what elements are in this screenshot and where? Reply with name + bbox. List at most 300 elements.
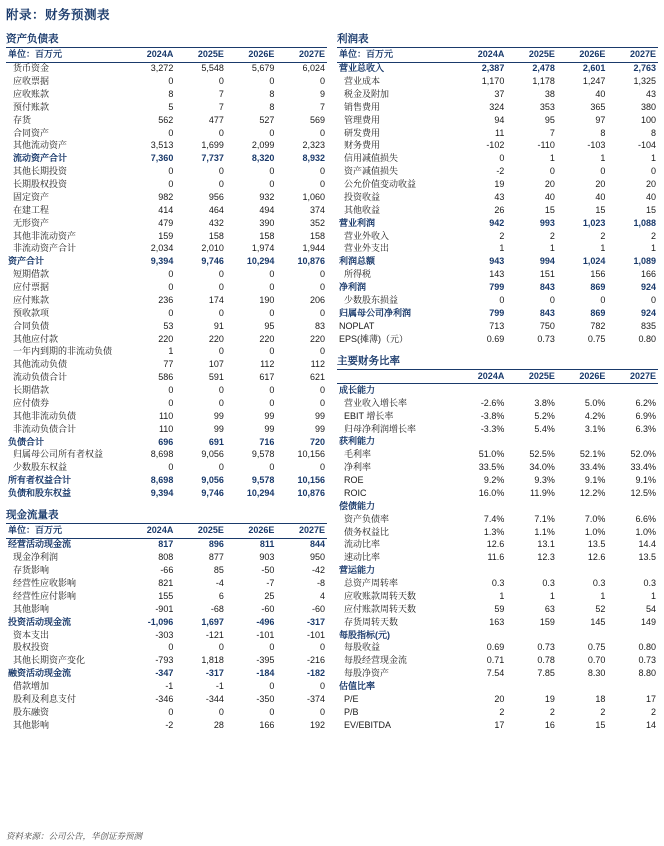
row-label: 其他长期投资	[13, 166, 68, 177]
row-label: 应付票据	[13, 282, 50, 293]
table-row	[6, 410, 327, 423]
table-row	[6, 577, 327, 590]
row-label: 归母净利润增长率	[344, 423, 417, 434]
row-value: 16	[544, 719, 555, 730]
row-value: 3.8%	[534, 397, 555, 408]
row-label: 合同资产	[13, 127, 50, 138]
row-value: 95	[544, 114, 555, 125]
table-row	[337, 500, 658, 513]
row-value: 821	[158, 578, 174, 589]
table-row	[6, 166, 327, 179]
row-value: 617	[259, 372, 275, 383]
row-value	[506, 680, 557, 693]
table-row	[6, 127, 327, 140]
row-value: 0	[319, 642, 325, 653]
row-value: 14	[645, 719, 656, 730]
row-value: -1	[215, 681, 224, 692]
row-label: 每股指标(元)	[339, 629, 390, 640]
row-value: 17	[494, 719, 505, 730]
row-value: 0	[218, 397, 224, 408]
row-value: 0	[650, 166, 656, 177]
row-value: 799	[489, 307, 505, 318]
row-value: 9,394	[150, 256, 174, 267]
row-value: 713	[489, 320, 505, 331]
row-value: 0.73	[537, 642, 555, 653]
row-value: 0.3	[592, 578, 606, 589]
table-row	[337, 62, 658, 75]
table-row	[337, 680, 658, 693]
row-value: 6.6%	[635, 513, 656, 524]
table-row	[337, 462, 658, 475]
table-row	[6, 384, 327, 397]
year-header: 2027E	[276, 48, 327, 62]
table-row	[337, 140, 658, 153]
row-value: -121	[205, 629, 224, 640]
row-value: 380	[640, 101, 656, 112]
row-value: 7.85	[537, 668, 555, 679]
row-value: 94	[494, 114, 505, 125]
row-value: 0	[218, 462, 224, 473]
row-value: 494	[259, 204, 275, 215]
row-value: -303	[155, 629, 174, 640]
row-value: -50	[261, 565, 275, 576]
table-row	[337, 281, 658, 294]
page-title: 附录：财务预测表	[6, 8, 111, 22]
year-header: 2024A	[456, 48, 507, 62]
row-value: 811	[259, 539, 275, 550]
row-value: 843	[539, 307, 555, 318]
row-value: 3,513	[150, 140, 174, 151]
table-row	[6, 269, 327, 282]
row-value: 0	[319, 269, 325, 280]
row-value: 192	[309, 719, 325, 730]
row-value: 0	[269, 282, 275, 293]
row-value: -104	[637, 140, 656, 151]
row-value: 0	[269, 642, 275, 653]
cash-flow-table	[6, 524, 327, 732]
table-row	[337, 333, 658, 346]
table-row	[337, 127, 658, 140]
row-value	[557, 680, 608, 693]
row-value: 8	[269, 101, 275, 112]
row-value	[607, 680, 658, 693]
row-value: 869	[590, 307, 606, 318]
row-value: 206	[309, 294, 325, 305]
row-value: 0	[168, 385, 174, 396]
row-label: P/B	[344, 706, 359, 717]
row-value: 0	[269, 76, 275, 87]
row-value: 0	[168, 307, 174, 318]
row-label: 长期股权投资	[13, 179, 68, 190]
row-value: 0	[168, 76, 174, 87]
row-label: 资产合计	[8, 256, 45, 267]
row-value	[456, 436, 507, 449]
table-row	[6, 178, 327, 191]
row-value: 174	[208, 294, 224, 305]
row-value: 0	[319, 385, 325, 396]
row-value: 1,974	[251, 243, 275, 254]
row-value: 365	[590, 101, 606, 112]
table-row	[337, 565, 658, 578]
row-value: 0	[499, 153, 505, 164]
table-row	[337, 423, 658, 436]
table-row	[6, 191, 327, 204]
table-row	[6, 75, 327, 88]
table-header-row	[337, 370, 658, 384]
unit-label: 单位：百万元	[6, 524, 125, 538]
table-row	[6, 230, 327, 243]
row-value: 0	[218, 706, 224, 717]
table-row	[6, 642, 327, 655]
row-label: 应收账款	[13, 88, 50, 99]
row-value: 100	[640, 114, 656, 125]
row-value: 0	[549, 294, 555, 305]
row-value: 2	[600, 230, 606, 241]
row-value: 0	[218, 269, 224, 280]
row-value: 7,360	[150, 153, 174, 164]
row-value: 5.0%	[584, 397, 606, 408]
row-value: 0.75	[587, 333, 606, 344]
table-row	[337, 307, 658, 320]
balance-sheet-table	[6, 48, 327, 500]
row-value: 1.3%	[483, 526, 505, 537]
row-value: 11.6	[487, 552, 505, 563]
row-value: 9.2%	[483, 475, 505, 486]
row-value: 12.3	[537, 552, 555, 563]
table-row	[6, 217, 327, 230]
table-row	[6, 449, 327, 462]
row-value: 10,294	[246, 256, 275, 267]
row-value: -2	[165, 719, 174, 730]
table-row	[337, 693, 658, 706]
row-label: 短期借款	[13, 269, 50, 280]
row-value: 1,325	[633, 76, 656, 87]
table-row	[337, 166, 658, 179]
row-value: 9,746	[201, 256, 224, 267]
table-row	[6, 616, 327, 629]
row-value: 569	[309, 114, 325, 125]
row-value: 1,697	[201, 616, 224, 627]
table-row	[6, 397, 327, 410]
row-value: 15	[645, 204, 656, 215]
row-value: 99	[314, 423, 325, 434]
row-value: -395	[256, 655, 275, 666]
row-value: 112	[310, 359, 325, 370]
row-value: 1	[499, 590, 505, 601]
row-value: 1	[650, 153, 656, 164]
row-value: 159	[158, 230, 174, 241]
table-row	[6, 294, 327, 307]
table-row	[337, 603, 658, 616]
row-value: -3.3%	[480, 423, 505, 434]
row-value: 2	[549, 230, 555, 241]
row-value: 40	[595, 88, 606, 99]
row-value: 99	[213, 410, 224, 421]
table-row	[337, 577, 658, 590]
row-label: 其他流动资产	[13, 140, 68, 151]
tables-columns	[0, 27, 664, 732]
table-row	[337, 410, 658, 423]
row-value: 0	[319, 307, 325, 318]
row-label: 投资收益	[344, 191, 381, 202]
table-row	[337, 230, 658, 243]
row-value: 7.54	[486, 668, 505, 679]
row-label: 股东融资	[13, 706, 50, 717]
row-value: 0	[319, 397, 325, 408]
row-label: 其他非流动负债	[13, 410, 77, 421]
row-value: 0	[269, 706, 275, 717]
row-value: 107	[208, 359, 224, 370]
row-value: 33.4%	[579, 462, 606, 473]
row-value: 40	[645, 191, 656, 202]
row-value: 924	[640, 307, 656, 318]
row-value: -103	[587, 140, 606, 151]
row-value: 1	[549, 590, 555, 601]
row-value: 17	[645, 693, 656, 704]
row-value: 40	[595, 191, 606, 202]
row-value: 26	[494, 204, 505, 215]
row-label: 所得税	[344, 269, 372, 280]
table-row	[337, 191, 658, 204]
row-value: 1.0%	[584, 526, 606, 537]
table-row	[6, 603, 327, 616]
row-value: -344	[205, 693, 224, 704]
row-label: 经营活动现金流	[8, 539, 72, 550]
row-label: 其他长期资产变化	[13, 655, 86, 666]
row-label: 销售费用	[344, 101, 381, 112]
table-row	[337, 552, 658, 565]
row-value: 0	[218, 346, 224, 357]
row-value: 43	[645, 88, 656, 99]
row-value: 808	[158, 552, 174, 563]
row-value	[456, 384, 507, 397]
row-value: 166	[640, 269, 656, 280]
row-value: 163	[489, 616, 505, 627]
unit-label: 单位：百万元	[337, 48, 456, 62]
row-value: 1,818	[201, 655, 224, 666]
row-value: 99	[264, 423, 275, 434]
row-value: 956	[208, 191, 224, 202]
row-value: 1.0%	[635, 526, 656, 537]
row-value: 112	[260, 359, 275, 370]
row-value	[607, 384, 658, 397]
row-value: 9,056	[201, 475, 224, 486]
row-value: 0	[269, 269, 275, 280]
row-value: 40	[544, 191, 555, 202]
row-value	[456, 680, 507, 693]
row-value: 0	[269, 179, 275, 190]
year-header: 2025E	[506, 48, 557, 62]
row-label: 营业收入增长率	[344, 397, 408, 408]
row-value: 2,763	[633, 63, 656, 74]
row-value: 0	[218, 76, 224, 87]
row-label: 负债和股东权益	[8, 488, 72, 499]
row-value: 52.5%	[529, 449, 555, 460]
row-label: 利润总额	[339, 256, 376, 267]
table-row	[6, 719, 327, 732]
row-label: 一年内到期的非流动负债	[13, 346, 113, 357]
row-value	[607, 436, 658, 449]
year-header: 2025E	[506, 370, 557, 384]
row-value: 6	[218, 590, 224, 601]
row-value: 53	[163, 320, 174, 331]
row-label: EBIT 增长率	[344, 410, 394, 421]
row-value: 750	[539, 320, 555, 331]
row-value: 11	[494, 127, 505, 138]
row-label: 公允价值变动收益	[344, 179, 417, 190]
row-value: 220	[208, 333, 224, 344]
row-value: -66	[160, 565, 174, 576]
row-value: 0	[319, 179, 325, 190]
row-value: -60	[261, 603, 275, 614]
row-value: 158	[259, 230, 275, 241]
row-value: 0	[319, 127, 325, 138]
row-value: 2	[650, 230, 656, 241]
table-row	[337, 449, 658, 462]
row-value: -350	[256, 693, 275, 704]
row-value: 9	[319, 88, 325, 99]
table-row	[6, 538, 327, 551]
row-value: 0	[269, 166, 275, 177]
row-value: 28	[213, 719, 224, 730]
row-value: 479	[158, 217, 174, 228]
row-value: 7	[319, 101, 325, 112]
row-value: 0	[218, 385, 224, 396]
row-value: 0	[168, 462, 174, 473]
row-value: -101	[256, 629, 275, 640]
row-value	[506, 500, 557, 513]
table-row	[337, 88, 658, 101]
row-value: 2,034	[150, 243, 174, 254]
table-row	[6, 655, 327, 668]
table-row	[6, 436, 327, 449]
row-label: NOPLAT	[339, 320, 375, 331]
table-row	[337, 668, 658, 681]
year-header: 2026E	[557, 370, 608, 384]
row-value: -184	[256, 668, 275, 679]
row-value: 1,944	[302, 243, 325, 254]
row-value: 903	[259, 552, 275, 563]
row-value: 0	[319, 346, 325, 357]
row-value: 696	[158, 436, 174, 447]
row-value: -42	[311, 565, 325, 576]
row-value: 8,932	[302, 153, 325, 164]
table-header-row	[6, 524, 327, 538]
row-label: 股利及利息支付	[13, 693, 77, 704]
row-value: 2	[499, 706, 505, 717]
row-value: -2	[496, 166, 505, 177]
row-value: 9.1%	[635, 475, 656, 486]
row-value: 9.1%	[584, 475, 606, 486]
row-label: 固定资产	[13, 191, 50, 202]
row-value: 0	[499, 294, 505, 305]
row-value: 52.1%	[579, 449, 606, 460]
row-value: 0	[319, 166, 325, 177]
row-value: 158	[208, 230, 224, 241]
table-row	[6, 114, 327, 127]
table-row	[337, 397, 658, 410]
row-value: 9,578	[251, 475, 275, 486]
row-label: 毛利率	[344, 449, 372, 460]
left-column	[6, 27, 327, 732]
table-row	[337, 243, 658, 256]
row-value: 25	[264, 590, 275, 601]
table-row	[337, 204, 658, 217]
row-value	[557, 384, 608, 397]
row-value: 13.5	[587, 539, 606, 550]
row-value: 4	[319, 590, 325, 601]
row-value: 110	[158, 423, 174, 434]
table-row	[6, 281, 327, 294]
table-row	[6, 668, 327, 681]
row-value: 20	[544, 179, 555, 190]
row-value: -60	[311, 603, 325, 614]
row-label: 其他流动负债	[13, 359, 68, 370]
row-value: 10,876	[297, 256, 325, 267]
row-value: -2.6%	[480, 397, 505, 408]
table-row	[337, 474, 658, 487]
ratios-title: 主要财务比率	[337, 349, 658, 370]
table-row	[337, 539, 658, 552]
row-label: 获利能力	[339, 436, 376, 447]
table-row	[6, 320, 327, 333]
year-header: 2024A	[456, 370, 507, 384]
row-value: 0	[168, 282, 174, 293]
row-label: 每股收益	[344, 642, 381, 653]
row-value: 37	[494, 88, 505, 99]
row-value: 5.4%	[534, 423, 555, 434]
row-value	[557, 629, 608, 642]
row-value: 0	[600, 294, 606, 305]
row-value: 8	[168, 88, 174, 99]
row-value: 950	[309, 552, 325, 563]
row-label: 存货影响	[13, 565, 50, 576]
row-value: -793	[155, 655, 174, 666]
row-label: 合同负债	[13, 320, 50, 331]
table-row	[6, 243, 327, 256]
row-value: 6,024	[302, 63, 325, 74]
row-value	[456, 629, 507, 642]
row-value: 33.4%	[630, 462, 656, 473]
row-label: 所有者权益合计	[8, 475, 72, 486]
row-value: 0.71	[486, 655, 505, 666]
row-value: 8	[269, 88, 275, 99]
row-value: 0.75	[587, 642, 606, 653]
row-value: 0.3	[643, 578, 656, 589]
row-value: 99	[213, 423, 224, 434]
row-value: 5,679	[251, 63, 275, 74]
row-value: 52	[595, 603, 606, 614]
row-value: 20	[645, 179, 656, 190]
row-value: 1	[600, 153, 606, 164]
row-value: 91	[213, 320, 224, 331]
table-row	[6, 372, 327, 385]
row-value: 166	[259, 719, 275, 730]
row-value: 33.5%	[478, 462, 505, 473]
table-row	[337, 642, 658, 655]
row-label: 少数股东权益	[13, 462, 68, 473]
row-label: 营业外收入	[344, 230, 390, 241]
table-row	[337, 526, 658, 539]
row-value: 12.2%	[579, 487, 606, 498]
row-value: 621	[309, 372, 325, 383]
row-value: 0	[319, 282, 325, 293]
row-label: ROE	[344, 475, 364, 486]
row-value: -216	[306, 655, 325, 666]
row-value: 0	[269, 307, 275, 318]
row-value: 7.1%	[534, 513, 555, 524]
row-label: 速动比率	[344, 552, 381, 563]
